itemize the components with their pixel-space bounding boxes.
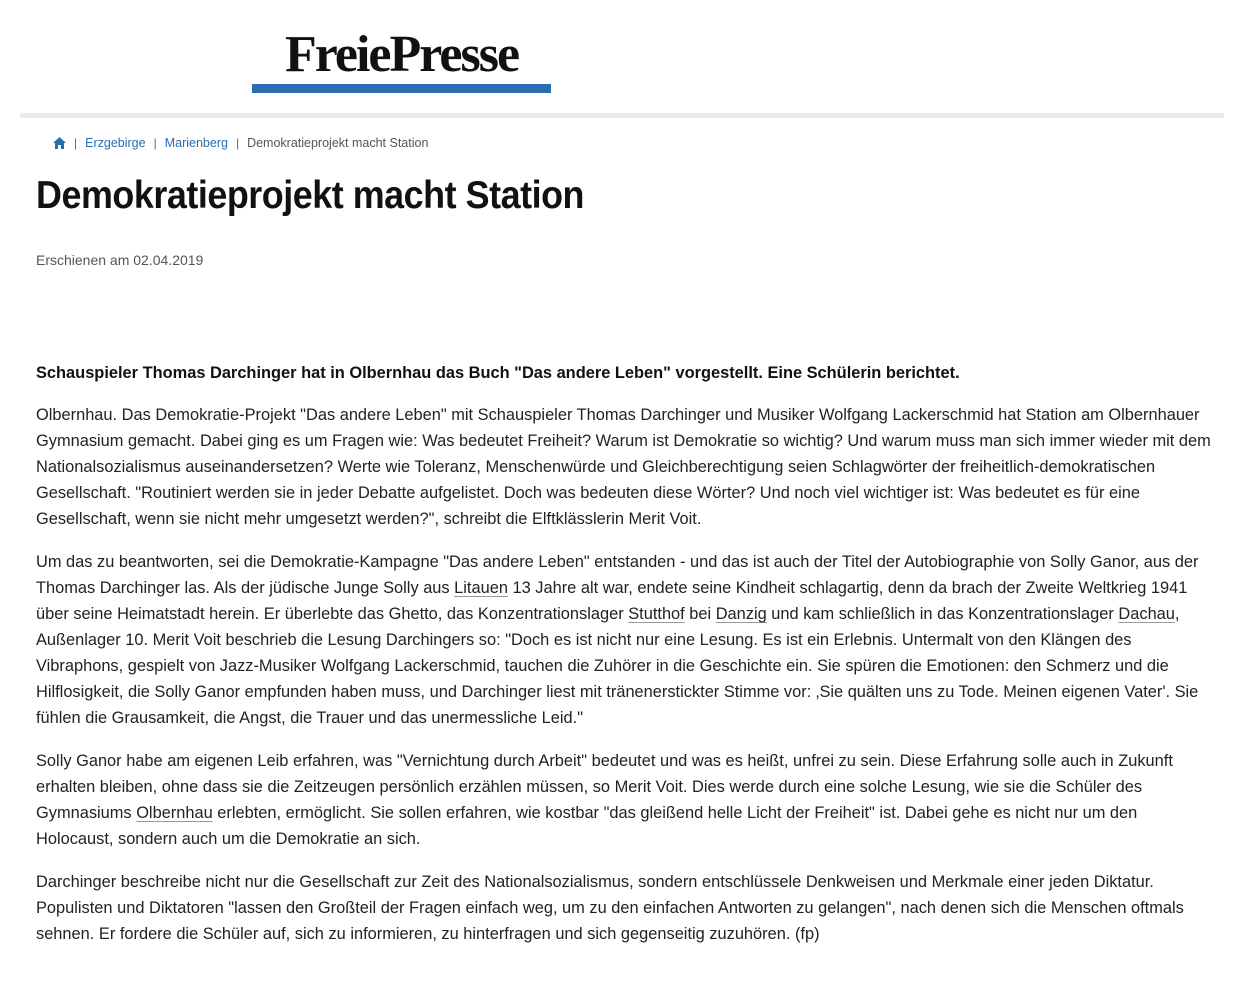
paragraph-text: 13 Jahre alt war, endete seine Kindheit schlagartig, denn da brach der Zweite Weltkrieg 1941 über seine Heimatstadt herein. Er überlebte das Ghetto, das Konzentrationslager xyxy=(36,579,1188,623)
paragraph-text: erlebten, ermöglicht. Sie sollen erfahren, wie kostbar "das gleißend helle Licht der Freiheit" ist. Dabei gehe es nicht nur um den Holocaust, sondern auch um die Demokratie an sich. xyxy=(36,804,1138,848)
breadcrumb-separator: | xyxy=(74,136,78,150)
breadcrumb-current: Demokratieprojekt macht Station xyxy=(247,136,429,150)
paragraph-2 xyxy=(36,549,1216,731)
publish-date: Erschienen am 02.04.2019 xyxy=(36,252,204,268)
logo-wordmark: FreiePresse xyxy=(284,26,519,83)
paragraph-text: , Außenlager 10. Merit Voit beschrieb die Lesung Darchingers so: "Doch es ist nicht nur eine Lesung. Es ist ein Erlebnis. Untermalt von den Klängen des Vibraphons, gespielt von Jazz-Musiker Wolfgang Lackerschmid, tauchen die Zuhörer in die Geschichte ein. Sie spüren die Emotionen: den Schmerz und die Hilflosigkeit, die Solly Ganor empfunden haben muss, und Darchinger liest mit tränenerstickter Stimme vor: ‚Sie quälten uns zu Tode. Meinen eigenen Vater'. Sie fühlen die Grausamkeit, die Angst, die Trauer und das unermessliche Leid." xyxy=(36,605,1199,727)
logo[interactable] xyxy=(252,26,551,93)
article-body xyxy=(36,360,1216,964)
logo-underline xyxy=(252,84,551,93)
paragraph-text: und kam schließlich in das Konzentrationslager xyxy=(766,605,1119,623)
tag-link-danzig[interactable]: Danzig xyxy=(715,605,767,623)
paragraph-3 xyxy=(36,748,1216,852)
tag-link-olbernhau[interactable]: Olbernhau xyxy=(136,804,213,822)
paragraph-text: Um das zu beantworten, sei die Demokratie-Kampagne "Das andere Leben" entstanden - und das ist auch der Titel der Autobiographie von Solly Ganor, aus der Thomas Darchinger las. Als der jüdische Junge Solly aus xyxy=(36,553,1199,597)
paragraph-text: bei xyxy=(684,605,716,623)
breadcrumb-item-marienberg[interactable]: Marienberg xyxy=(164,136,228,150)
paragraph-4: Darchinger beschreibe nicht nur die Gesellschaft zur Zeit des Nationalsozialismus, sondern entschlüssele Denkweisen und Merkmale einer jeden Diktatur. Populisten und Diktatoren "lassen den Großteil der Fragen einfach weg, um zu den einfachen Antworten zu gelangen", nach denen sich die Menschen oftmals sehnen. Er fordere die Schüler auf, sich zu informieren, zu hinterfragen und sich gegenseitig zuzuhören. (fp) xyxy=(36,873,1184,943)
article-teaser: Schauspieler Thomas Darchinger hat in Olbernhau das Buch "Das andere Leben" vorgestellt. Eine Schülerin berichtet. xyxy=(36,364,960,382)
article-title: Demokratieprojekt macht Station xyxy=(36,174,585,217)
home-icon xyxy=(53,137,66,149)
paragraph-text: Solly Ganor habe am eigenen Leib erfahren, was "Vernichtung durch Arbeit" bedeutet und was es heißt, unfrei zu sein. Diese Erfahrung solle auch in Zukunft erhalten bleiben, ohne dass sie die Zeitzeugen persönlich erzählen müssen, so Merit Voit. Dies werde durch eine solche Lesung, wie sie die Schüler des Gymnasiums xyxy=(36,752,1173,822)
breadcrumb xyxy=(53,134,428,152)
header-divider xyxy=(20,113,1224,118)
tag-link-litauen[interactable]: Litauen xyxy=(454,579,508,597)
breadcrumb-separator: | xyxy=(153,136,157,150)
breadcrumb-item-erzgebirge[interactable]: Erzgebirge xyxy=(85,136,146,150)
paragraph-1: Olbernhau. Das Demokratie-Projekt "Das andere Leben" mit Schauspieler Thomas Darchinger und Musiker Wolfgang Lackerschmid hat Station am Olbernhauer Gymnasium gemacht. Dabei ging es um Fragen wie: Was bedeutet Freiheit? Warum ist Demokratie so wichtig? Und warum muss man sich immer wieder mit dem Nationalsozialismus auseinandersetzen? Werte wie Toleranz, Menschenwürde und Gleichberechtigung seien Schlagwörter der freiheitlich-demokratischen Gesellschaft. "Routiniert werden sie in jeder Debatte aufgelistet. Doch was bedeuten diese Wörter? Und noch viel wichtiger ist: Was bedeutet es für eine Gesellschaft, wenn sie nicht mehr umgesetzt werden?", schreibt die Elftklässlerin Merit Voit. xyxy=(36,406,1211,528)
tag-link-dachau[interactable]: Dachau xyxy=(1118,605,1175,623)
breadcrumb-separator: | xyxy=(235,136,240,150)
tag-link-stutthof[interactable]: Stutthof xyxy=(628,605,685,623)
breadcrumb-home[interactable] xyxy=(53,137,66,149)
